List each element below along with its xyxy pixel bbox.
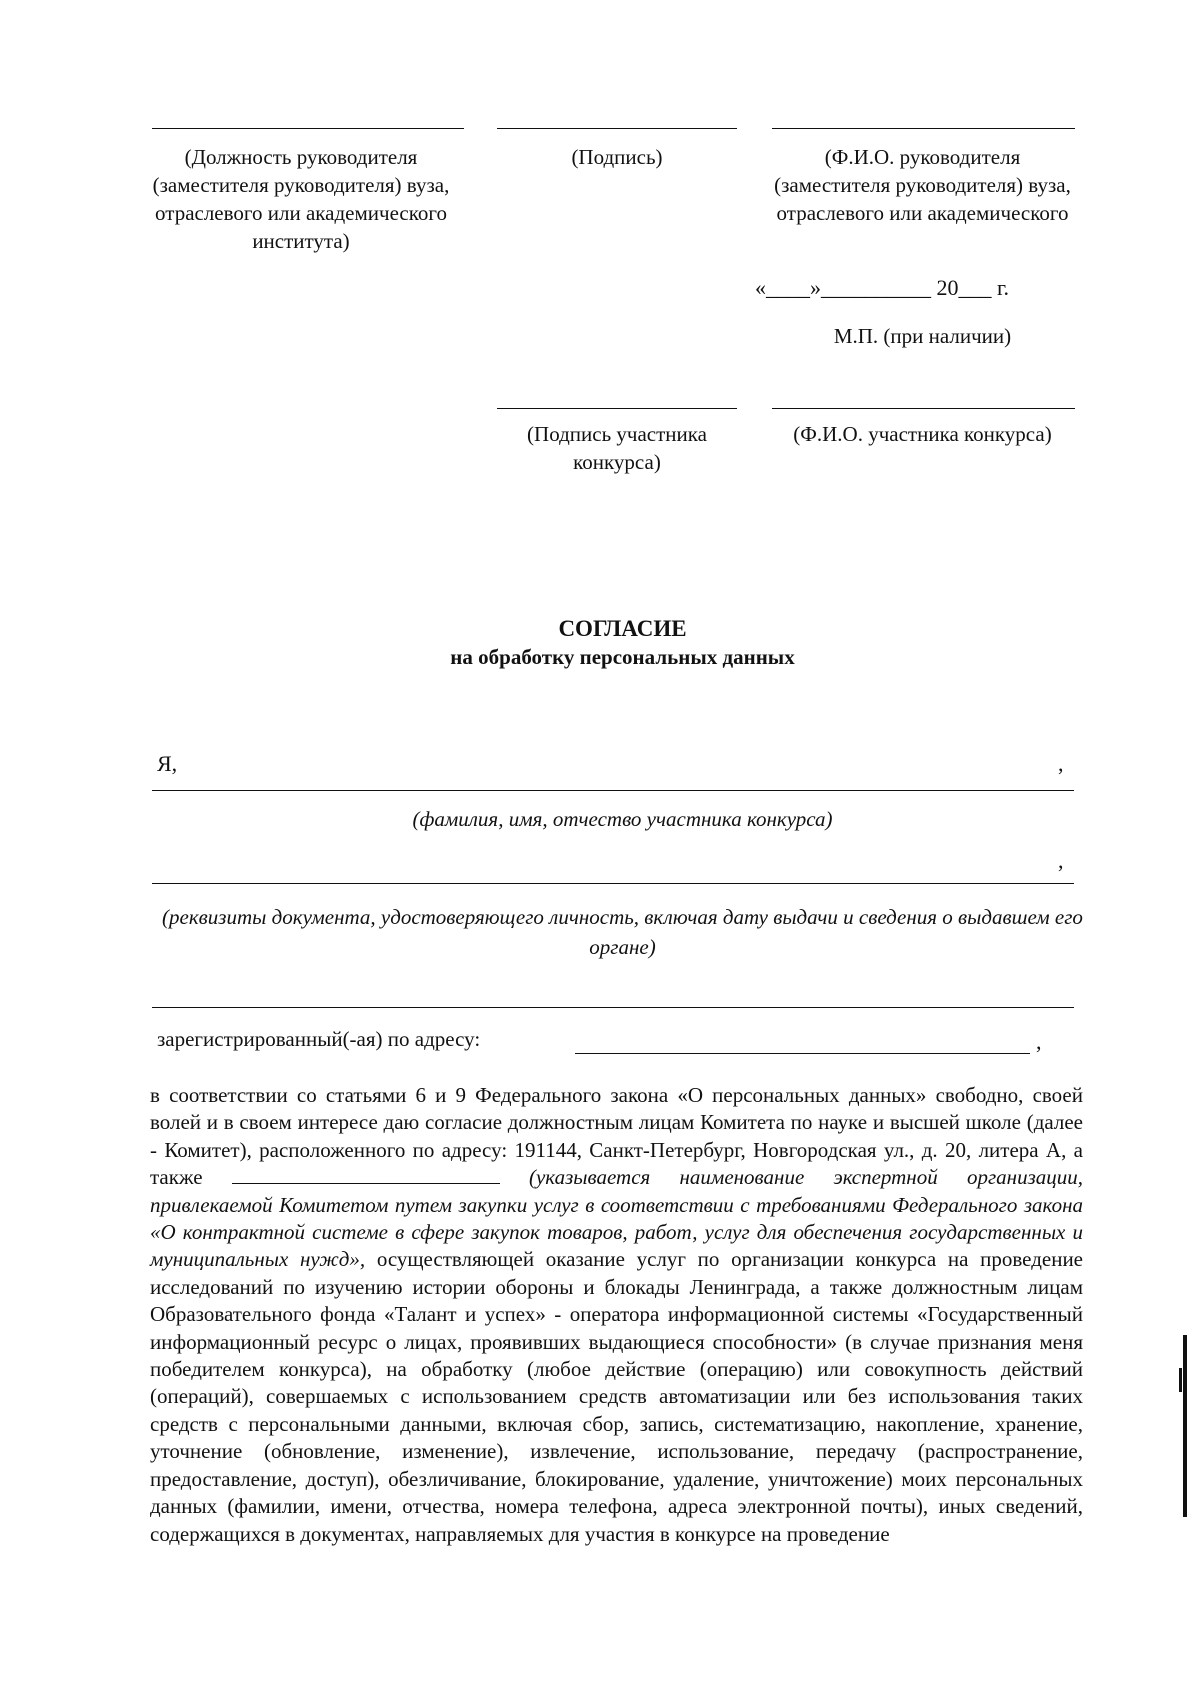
participant-fio-line	[772, 408, 1075, 409]
position-signature-line	[152, 128, 464, 129]
extra-input-line[interactable]	[152, 1007, 1074, 1008]
comma: ,	[1058, 751, 1064, 776]
document-caption: (реквизиты документа, удостоверяющего личность, включая дату выдачи и сведения о выдавшем его органе)	[162, 905, 1083, 959]
comma: ,	[1036, 1029, 1042, 1054]
stamp-label: М.П. (при наличии)	[833, 324, 1012, 348]
fio-signature-line	[772, 128, 1075, 129]
ya-label: Я,	[157, 751, 178, 776]
position-caption: (Должность руководителя (заместителя руководителя) вуза, отраслевого или академического института)	[152, 145, 450, 253]
body-text-part-1: в соответствии со статьями 6 и 9 Федерального закона «О персональных данных» свободно, своей волей и в своем интересе даю согласие должностным лицам Комитета по науке и высшей школе (далее - Комитет), расположенного по адресу: 191144, Санкт-Петербург, Новгородская ул., д. 20, литера А, а также	[150, 1083, 1083, 1190]
address-label: зарегистрированный(-ая) по адресу:	[157, 1027, 481, 1051]
document-title: СОГЛАСИЕ	[558, 616, 687, 641]
comma: ,	[1058, 848, 1064, 873]
fio-input-line[interactable]	[152, 790, 1074, 791]
fio-caption: (фамилия, имя, отчество участника конкурса)	[412, 807, 833, 831]
document-subtitle: на обработку персональных данных	[450, 645, 795, 669]
address-input-line[interactable]	[575, 1053, 1030, 1054]
consent-body	[150, 1082, 1083, 1548]
scan-mark	[1183, 1335, 1187, 1517]
body-text-italic-note: (указывается наименование экспертной организации, привлекаемой Комитетом путем закупки услуг в соответствии с требованиями Федерального закона «О контрактной системе в сфере закупок товаров, работ, услуг для обеспечения государственных и муниципальных нужд»,	[150, 1165, 1084, 1272]
head-fio-caption: (Ф.И.О. руководителя (заместителя руководителя) вуза, отраслевого или академического	[774, 145, 1071, 225]
date-line: «____»__________ 20___ г.	[755, 275, 1010, 300]
signature-line	[497, 128, 737, 129]
document-input-line[interactable]	[152, 883, 1074, 884]
participant-signature-line	[497, 408, 737, 409]
expert-organization-input-line[interactable]	[232, 1167, 500, 1184]
participant-signature-caption: (Подпись участника конкурса)	[527, 422, 707, 474]
body-text-part-2: осуществляющей оказание услуг по организации конкурса на проведение исследований по изучению истории обороны и блокады Ленинграда, а также должностным лицам Образовательного фонда «Талант и успех» - оператора информационной системы «Государственный информационный ресурс о лицах, проявивших выдающиеся способности» (в случае признания меня победителем конкурса), на обработку (любое действие (операцию) или совокупность действий (операций), совершаемых с использованием средств автоматизации или без использования таких средств с персональными данными, включая сбор, запись, систематизацию, накопление, хранение, уточнение (обновление, изменение), извлечение, использование, передачу (распространение, предоставление, доступ), обезличивание, блокирование, удаление, уничтожение) моих персональных данных (фамилии, имени, отчества, номера телефона, адреса электронной почты), иных сведений, содержащихся в документах, направляемых для участия в конкурсе на проведение	[150, 1247, 1084, 1546]
scan-mark	[1179, 1368, 1182, 1392]
participant-fio-caption: (Ф.И.О. участника конкурса)	[793, 422, 1052, 446]
signature-caption: (Подпись)	[571, 145, 663, 169]
